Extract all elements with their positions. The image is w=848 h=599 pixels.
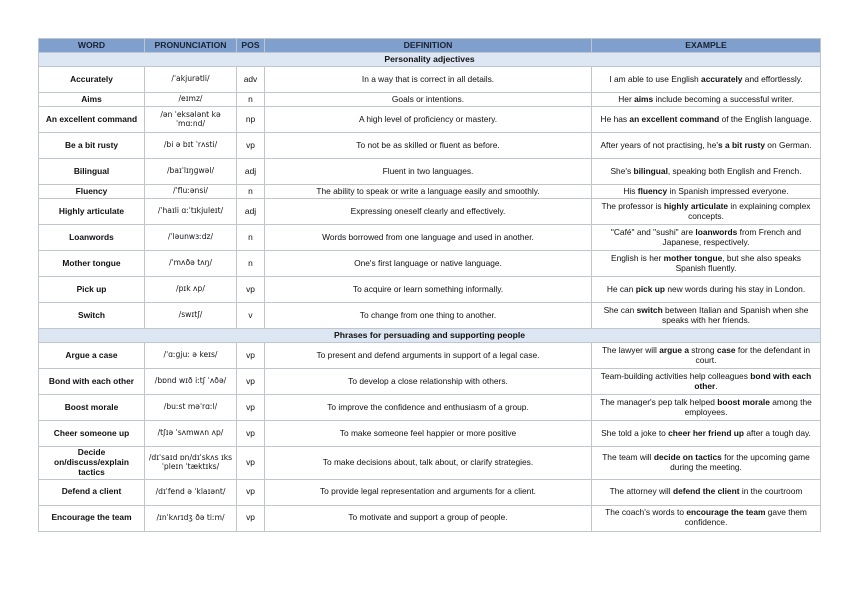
pron-cell: /tʃɪə ˈsʌmwʌn ʌp/ [145, 421, 237, 447]
pron-cell: /dɪˈfend ə ˈklaɪənt/ [145, 479, 237, 505]
definition-cell: One's first language or native language. [265, 251, 592, 277]
example-highlight: decide on tactics [653, 451, 722, 462]
word-cell: Bilingual [39, 159, 145, 185]
table-row [39, 67, 821, 93]
example-cell [592, 133, 821, 159]
pos-cell: vp [237, 447, 265, 480]
example-text: new words during his stay in London. [665, 283, 806, 294]
definition-cell: To make decisions about, talk about, or clarify strategies. [265, 447, 592, 480]
example-highlight: encourage the team [686, 507, 766, 518]
example-cell [592, 421, 821, 447]
example-text: I am able to use English [609, 73, 702, 84]
example-highlight: accurately [701, 73, 743, 84]
pron-cell: /ˈhaɪli ɑːˈtɪkjuleɪt/ [145, 199, 237, 225]
table-row [39, 199, 821, 225]
example-text: for the upcoming game during the meeting. [670, 451, 810, 472]
example-highlight: highly articulate [663, 200, 729, 211]
example-text: English is her [611, 252, 664, 263]
example-cell [592, 479, 821, 505]
word-cell: Defend a client [39, 479, 145, 505]
example-text: After years of not practising, he' [600, 139, 718, 150]
pos-cell: n [237, 93, 265, 107]
table-body [39, 53, 821, 532]
example-highlight: fluency [637, 185, 668, 196]
pron-cell: /baɪˈlɪŋɡwəl/ [145, 159, 237, 185]
word-cell: Aims [39, 93, 145, 107]
table-row [39, 185, 821, 199]
example-cell [592, 159, 821, 185]
pron-cell: /buːst məˈrɑːl/ [145, 395, 237, 421]
section-title: Personality adjectives [39, 53, 821, 67]
example-cell [592, 107, 821, 133]
definition-cell: Goals or intentions. [265, 93, 592, 107]
example-highlight: pick up [635, 283, 666, 294]
definition-cell: To make someone feel happier or more positive [265, 421, 592, 447]
header-pos: POS [237, 39, 265, 53]
example-text: in explaining complex concepts. [688, 200, 811, 221]
pron-cell: /ən ˈeksələnt kəˈmɑːnd/ [145, 107, 237, 133]
example-highlight: switch [636, 304, 663, 315]
section-title: Phrases for persuading and supporting people [39, 329, 821, 343]
example-cell [592, 251, 821, 277]
example-highlight: an excellent command [629, 113, 720, 124]
example-highlight: bond with each other [694, 370, 812, 391]
example-highlight: mother tongue [663, 252, 723, 263]
word-cell: Be a bit rusty [39, 133, 145, 159]
definition-cell: In a way that is correct in all details. [265, 67, 592, 93]
section-row [39, 329, 821, 343]
pos-cell: vp [237, 479, 265, 505]
example-cell [592, 369, 821, 395]
example-cell [592, 395, 821, 421]
example-text: after a tough day. [744, 427, 811, 438]
example-highlight: argue a [659, 344, 689, 355]
word-cell: Highly articulate [39, 199, 145, 225]
example-text: of the English language. [719, 113, 812, 124]
example-text: The attorney will [609, 486, 673, 497]
word-cell: Bond with each other [39, 369, 145, 395]
example-text: in Spanish impressed everyone. [667, 185, 789, 196]
pos-cell: vp [237, 133, 265, 159]
example-text: for the defendant in court. [695, 344, 811, 365]
pron-cell: /eɪmz/ [145, 93, 237, 107]
example-text: The manager's pep talk helped [600, 396, 718, 407]
pos-cell: vp [237, 277, 265, 303]
word-cell: Argue a case [39, 343, 145, 369]
example-text: , speaking both English and French. [667, 165, 802, 176]
example-text: in the courtroom [739, 486, 803, 497]
table-row [39, 277, 821, 303]
example-text: , but she also speaks Spanish fluently. [675, 252, 801, 273]
example-text: gave them confidence. [684, 507, 807, 528]
example-highlight: aims [634, 93, 654, 104]
example-text: "Café" and "sushi" are [610, 226, 696, 237]
example-highlight: defend the client [672, 486, 740, 497]
example-text: She's [610, 165, 634, 176]
example-highlight: cheer her friend up [668, 427, 744, 438]
example-highlight: bilingual [633, 165, 668, 176]
word-cell: Fluency [39, 185, 145, 199]
pron-cell: /ˈfluːənsi/ [145, 185, 237, 199]
section-row [39, 53, 821, 67]
word-cell: Switch [39, 303, 145, 329]
pron-cell: /ɪnˈkʌrɪdʒ ðə tiːm/ [145, 505, 237, 531]
example-text: among the employees. [684, 396, 812, 417]
table-row [39, 93, 821, 107]
example-text: from French and Japanese, respectively. [662, 226, 802, 247]
example-highlight: s a bit rusty [717, 139, 765, 150]
pron-cell: /bɒnd wɪð iːtʃ ˈʌðə/ [145, 369, 237, 395]
word-cell: Cheer someone up [39, 421, 145, 447]
table-row [39, 159, 821, 185]
example-text: and effortlessly. [742, 73, 803, 84]
pron-cell: /ˈakjurətli/ [145, 67, 237, 93]
table-row [39, 369, 821, 395]
pos-cell: vp [237, 343, 265, 369]
word-cell: Accurately [39, 67, 145, 93]
definition-cell: To motivate and support a group of people. [265, 505, 592, 531]
pos-cell: v [237, 303, 265, 329]
word-cell: Pick up [39, 277, 145, 303]
pron-cell: /bi ə bɪt ˈrʌsti/ [145, 133, 237, 159]
example-text: between Italian and Spanish when she speaks with her friends. [662, 304, 809, 325]
table-row [39, 479, 821, 505]
pron-cell: /ˈmʌðə tʌŋ/ [145, 251, 237, 277]
pos-cell: n [237, 251, 265, 277]
example-cell [592, 93, 821, 107]
definition-cell: The ability to speak or write a language easily and smoothly. [265, 185, 592, 199]
example-cell [592, 277, 821, 303]
example-cell [592, 67, 821, 93]
example-cell [592, 185, 821, 199]
header-row [39, 39, 821, 53]
example-text: Team-building activities help colleagues [600, 370, 751, 381]
pos-cell: np [237, 107, 265, 133]
example-text: She can [603, 304, 637, 315]
definition-cell: Fluent in two languages. [265, 159, 592, 185]
header-example: EXAMPLE [592, 39, 821, 53]
word-cell: Mother tongue [39, 251, 145, 277]
definition-cell: To improve the confidence and enthusiasm of a group. [265, 395, 592, 421]
definition-cell: To change from one thing to another. [265, 303, 592, 329]
definition-cell: To acquire or learn something informally. [265, 277, 592, 303]
example-text: The team will [602, 451, 654, 462]
definition-cell: To present and defend arguments in support of a legal case. [265, 343, 592, 369]
example-text: on German. [764, 139, 812, 150]
header-definition: DEFINITION [265, 39, 592, 53]
table-row [39, 421, 821, 447]
table-row [39, 343, 821, 369]
example-highlight: boost morale [717, 396, 770, 407]
word-cell: Decide on/discuss/explain tactics [39, 447, 145, 480]
table-row [39, 225, 821, 251]
definition-cell: To develop a close relationship with others. [265, 369, 592, 395]
example-text: His [623, 185, 638, 196]
example-text: include becoming a successful writer. [653, 93, 794, 104]
example-cell [592, 505, 821, 531]
table-row [39, 251, 821, 277]
pron-cell: /pɪk ʌp/ [145, 277, 237, 303]
header-pronunciation: PRONUNCIATION [145, 39, 237, 53]
example-text: She told a joke to [601, 427, 669, 438]
pron-cell: /ˈɑːɡjuː ə keɪs/ [145, 343, 237, 369]
example-cell [592, 447, 821, 480]
pos-cell: vp [237, 395, 265, 421]
word-cell: Loanwords [39, 225, 145, 251]
vocabulary-table [38, 38, 821, 532]
pos-cell: vp [237, 421, 265, 447]
word-cell: Boost morale [39, 395, 145, 421]
example-text: Her [618, 93, 635, 104]
pos-cell: adj [237, 159, 265, 185]
example-cell [592, 343, 821, 369]
example-highlight: case [716, 344, 736, 355]
definition-cell: A high level of proficiency or mastery. [265, 107, 592, 133]
table-row [39, 505, 821, 531]
example-text: He can [606, 283, 636, 294]
example-cell [592, 303, 821, 329]
example-text: strong [688, 344, 717, 355]
table-row [39, 395, 821, 421]
pos-cell: vp [237, 505, 265, 531]
example-text: He has [600, 113, 630, 124]
pron-cell: /swɪtʃ/ [145, 303, 237, 329]
word-cell: An excellent command [39, 107, 145, 133]
example-text: . [715, 380, 718, 391]
example-text: The lawyer will [601, 344, 660, 355]
example-text: The coach's words to [605, 507, 687, 518]
pron-cell: /ˈləunwɜːdz/ [145, 225, 237, 251]
table-row [39, 447, 821, 480]
definition-cell: Words borrowed from one language and used in another. [265, 225, 592, 251]
header-word: WORD [39, 39, 145, 53]
example-highlight: loanwords [695, 226, 738, 237]
example-cell [592, 199, 821, 225]
definition-cell: To provide legal representation and arguments for a client. [265, 479, 592, 505]
example-cell [592, 225, 821, 251]
definition-cell: Expressing oneself clearly and effectively. [265, 199, 592, 225]
pos-cell: vp [237, 369, 265, 395]
definition-cell: To not be as skilled or fluent as before. [265, 133, 592, 159]
pron-cell: /dɪˈsaɪd ɒn/dɪˈskʌs ɪksˈpleɪn ˈtæktɪks/ [145, 447, 237, 480]
word-cell: Encourage the team [39, 505, 145, 531]
pos-cell: adj [237, 199, 265, 225]
pos-cell: n [237, 185, 265, 199]
table-row [39, 133, 821, 159]
example-text: The professor is [601, 200, 664, 211]
table-row [39, 107, 821, 133]
pos-cell: n [237, 225, 265, 251]
table-row [39, 303, 821, 329]
pos-cell: adv [237, 67, 265, 93]
